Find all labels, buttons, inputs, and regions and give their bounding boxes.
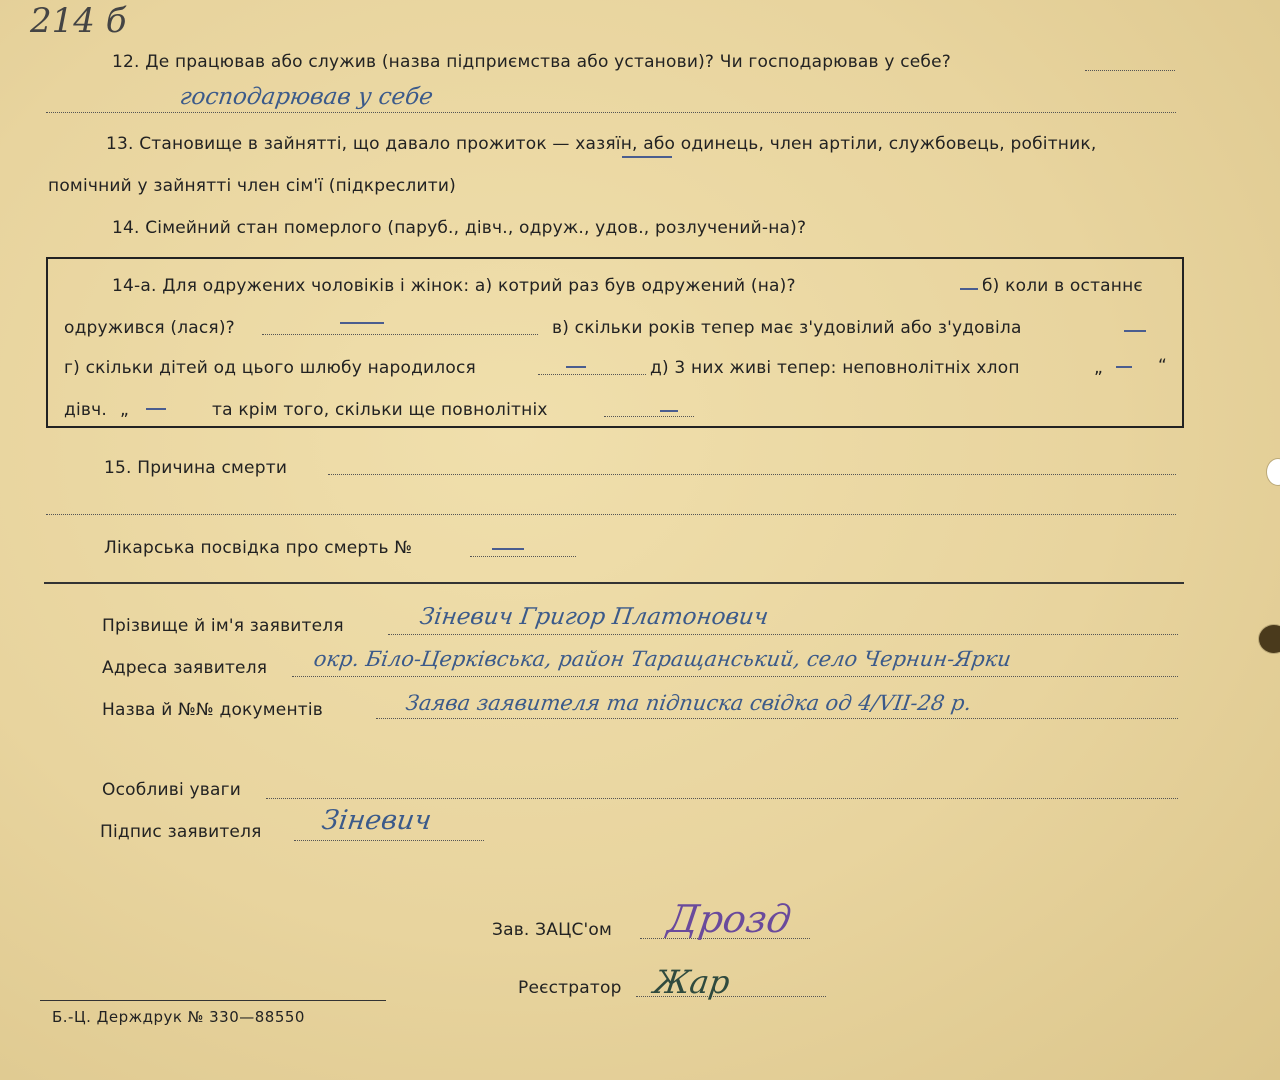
q14a-dash-b	[340, 322, 384, 324]
q15-label: 15. Причина смерти	[104, 458, 288, 478]
q14a-quote-open: „	[1094, 358, 1104, 378]
applicant-address-label: Адреса заявителя	[102, 658, 268, 678]
q13-underline	[622, 156, 672, 158]
q13-line1: 13. Становище в зайнятті, що давало прожиток — хазяїн, або одинець, член артіли, службовець, робітник,	[106, 134, 1097, 154]
applicant-docs-line	[376, 718, 1178, 719]
q14a-line2b: в) скільки років тепер має з'удовілий або з'удовіла	[552, 318, 1022, 338]
q14a-line1b: б) коли в останнє	[982, 276, 1143, 296]
q14a-dash-f	[660, 410, 678, 412]
medical-line	[470, 556, 576, 557]
q14a-line3b: д) 3 них живі тепер: неповнолітніх хлоп	[650, 358, 1020, 378]
q14a-quote-close: “	[1158, 356, 1168, 376]
archive-number: 214 б	[30, 1, 127, 41]
q15-line2	[46, 514, 1176, 515]
q14a-quote-open2: „	[120, 400, 130, 420]
q14a-line3-fill	[538, 374, 646, 375]
printer-imprint: Б.-Ц. Держдрук № 330—88550	[52, 1008, 305, 1026]
head-label: Зав. ЗАЦС'ом	[492, 920, 613, 940]
q14-label: 14. Сімейний стан померлого (паруб., дівч., одруж., удов., розлучений-на)?	[112, 218, 807, 238]
applicant-name-label: Прізвище й ім'я заявителя	[102, 616, 344, 636]
q14a-dash-e	[146, 408, 166, 410]
applicant-signature: Зіневич	[319, 805, 434, 836]
q12-line-end	[1085, 70, 1175, 71]
applicant-name-line	[388, 634, 1178, 635]
q14a-line3a: г) скільки дітей од цього шлюбу народилося	[64, 358, 476, 378]
binding-hole-top	[1266, 458, 1280, 486]
q12-label: 12. Де працював або служив (назва підприємства або установи)? Чи господарював у себе?	[112, 52, 951, 72]
q14a-line4b: та крім того, скільки ще повнолітніх	[212, 400, 548, 420]
q14a-dash-v	[1124, 330, 1146, 332]
applicant-address-line	[292, 676, 1178, 677]
applicant-address-value: окр. Біло-Церківська, район Таращанський, село Чернин-Ярки	[312, 647, 1013, 671]
q14a-dash-g	[566, 366, 586, 368]
applicant-notes-label: Особливі уваги	[102, 780, 241, 800]
registrar-label: Реєстратор	[518, 978, 622, 998]
q14a-line4-fill	[604, 416, 694, 417]
q14a-dash-d	[1116, 366, 1132, 368]
section-separator	[44, 582, 1184, 584]
q14a-line1a: 14-а. Для одружених чоловіків і жінок: а) котрий раз був одружений (на)?	[112, 276, 796, 296]
registrar-signature: Жар	[651, 963, 733, 1001]
q14a-line4a: дівч.	[64, 400, 107, 420]
applicant-signature-label: Підпис заявителя	[100, 822, 262, 842]
q14a-dash-a	[960, 288, 978, 290]
applicant-signature-line	[294, 840, 484, 841]
q14a-line2-fill	[262, 334, 538, 335]
q13-line2: помічний у зайнятті член сім'ї (підкреслити)	[48, 176, 456, 196]
footer-rule	[40, 1000, 386, 1001]
q14a-line2a: одружився (лася)?	[64, 318, 235, 338]
medical-label: Лікарська посвідка про смерть №	[104, 538, 413, 558]
q12-answer: господарював у себе	[178, 84, 435, 110]
applicant-name-value: Зіневич Григор Платонович	[418, 604, 770, 630]
applicant-docs-value: Заява заявителя та підписка свідка од 4/VII-28 р.	[404, 691, 973, 715]
q15-line1	[328, 474, 1176, 475]
applicant-notes-line	[266, 798, 1178, 799]
q12-answer-line	[46, 112, 1176, 113]
applicant-docs-label: Назва й №№ документів	[102, 700, 324, 720]
medical-dash	[492, 548, 524, 550]
binding-hole-bottom	[1258, 624, 1280, 654]
head-signature: Дрозд	[664, 897, 794, 941]
